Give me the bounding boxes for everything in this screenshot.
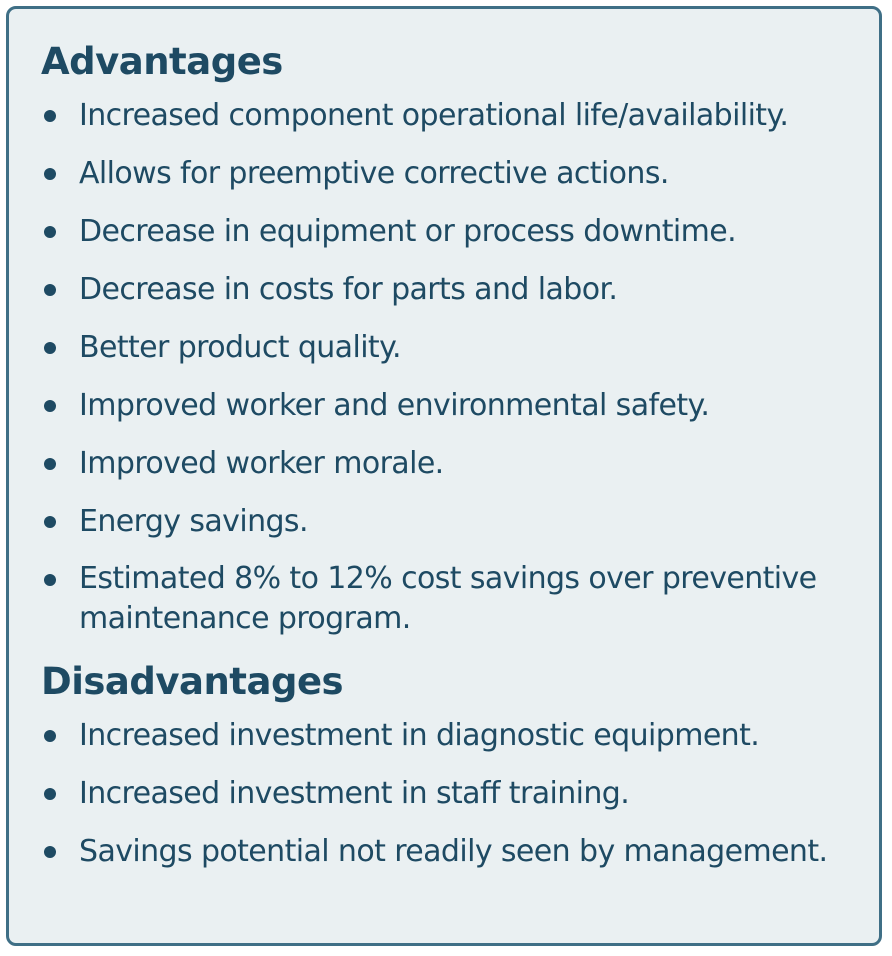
bullet-icon [44,400,56,412]
disadvantages-heading: Disadvantages [41,660,344,703]
bullet-icon [44,788,56,800]
bullet-icon [44,284,56,296]
advantages-heading: Advantages [41,40,283,83]
list-item [41,385,847,427]
list-item [41,153,847,195]
bullet-icon [44,516,56,528]
list-item-text: Decrease in costs for parts and labor. [79,272,618,307]
bullet-icon [44,574,56,586]
list-item [41,269,847,311]
list-item-text: Improved worker morale. [79,446,444,481]
list-item-text: Energy savings. [79,504,308,539]
list-item-text: Savings potential not readily seen by management. [79,834,828,869]
list-item [41,211,847,253]
list-item [41,715,847,757]
bullet-icon [44,168,56,180]
bullet-icon [44,730,56,742]
list-item [41,501,847,543]
list-item [41,95,847,137]
list-item [41,773,847,815]
bullet-icon [44,458,56,470]
list-item [41,327,847,369]
list-item [41,831,847,873]
list-item-text: Increased investment in staff training. [79,776,630,811]
list-item-text: Improved worker and environmental safety. [79,388,710,423]
list-item-text: Better product quality. [79,330,401,365]
list-item [41,443,847,485]
advantages-list [41,95,847,639]
bullet-icon [44,110,56,122]
pros-cons-panel [6,6,882,946]
list-item-text: Decrease in equipment or process downtime. [79,214,737,249]
list-item-text: Increased component operational life/availability. [79,98,789,133]
list-item-text: Allows for preemptive corrective actions. [79,156,669,191]
bullet-icon [44,342,56,354]
disadvantages-list [41,715,847,873]
list-item-text: Increased investment in diagnostic equipment. [79,718,760,753]
list-item-text: Estimated 8% to 12% cost savings over preventive maintenance program. [79,561,817,636]
bullet-icon [44,846,56,858]
list-item [41,559,847,639]
bullet-icon [44,226,56,238]
